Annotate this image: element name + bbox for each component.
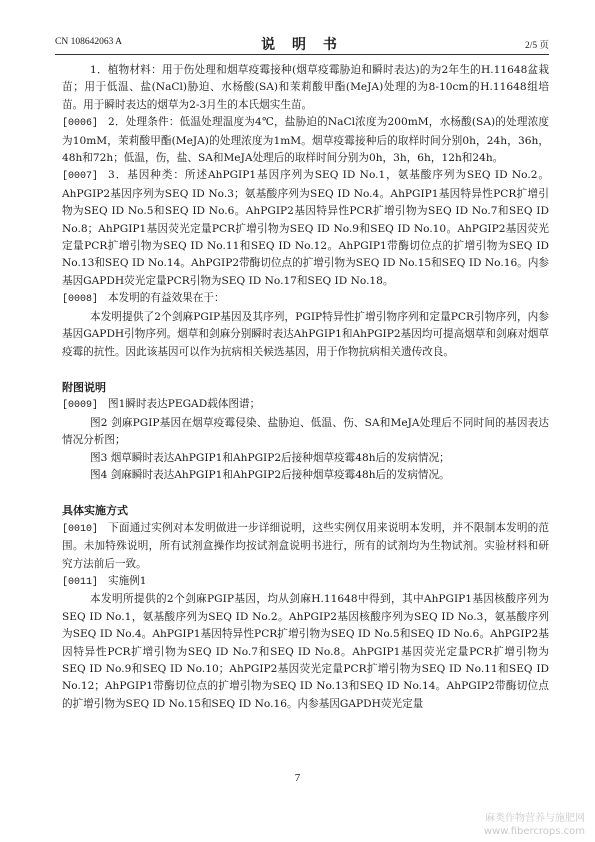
paragraph-number: [0006] (62, 118, 99, 130)
paragraph-0011: [0011] 实施例1 (62, 574, 147, 588)
paragraph-0009: [0009] 图1瞬时表达PEGAD载体图谱； (62, 398, 261, 412)
page-indicator: 2/5 页 (524, 41, 549, 51)
watermark-line-2: www.fibercrops.com (483, 826, 585, 837)
paragraph-plant-materials: 1．植物材料：用于伤处理和烟草疫霉接种(烟草疫霉胁迫和瞬时表达)的为2年生的H.11648盆栽苗；用于低温、盐(NaCl)胁迫、水杨酸(SA)和茉莉酸甲酯(MeJA)处理的为8-10cm的H.11648组培苗。用于瞬时表达的烟草为2-3月生的本氏烟实生苗。 (62, 64, 549, 111)
paragraph-0008: [0008] 本发明的有益效果在于： (62, 292, 225, 306)
figure-caption-2: 图2 剑麻PGIP基因在烟草疫霉侵染、盐胁迫、低温、伤、SA和MeJA处理后不同时间的基因表达情况分析图； (62, 416, 549, 447)
section-heading-embodiments: 具体实施方式 (62, 504, 128, 518)
paragraph-number: [0009] (62, 400, 99, 412)
paragraph-example-1: 本发明所提供的2个剑麻PGIP基因，均从剑麻H.11648中得到，其中AhPGIP1基因核酸序列为SEQ ID No.1，氨基酸序列为SEQ ID No.2。AhPGIP2基因核酸序列为SEQ ID No.3，氨基酸序列为SEQ ID No.4。AhPGIP1基因特异性PCR扩增引物为SEQ ID No.5和SEQ ID No.6。AhPGIP2基因特异性PCR扩增引物为SEQ ID No.7和SEQ ID No.8。AhPGIP1基因荧光定量PCR扩增引物为SEQ ID No.9和SEQ ID No.10；AhPGIP2基因荧光定量PCR扩增引物为SEQ ID No.11和SEQ ID No.12；AhPGIP1带酶切位点的扩增引物为SEQ ID No.13和SEQ ID No.14。AhPGIP2带酶切位点的扩增引物为SEQ ID No.15和SEQ ID No.16。内参基因GAPDH荧光定量 (62, 593, 549, 710)
header-rule (55, 54, 549, 55)
document-body (62, 62, 549, 713)
paragraph-number: [0011] (62, 576, 99, 588)
paragraph-benefits: 本发明提供了2个剑麻PGIP基因及其序列，PGIP特异性扩增引物序列和定量PCR引物序列，内参基因GAPDH引物序列。烟草和剑麻分别瞬时表达AhPGIP1和AhPGIP2基因均可提高烟草和剑麻对烟草疫霉的抗性。因此该基因可以作为抗病相关候选基因，用于作物抗病相关遗传改良。 (62, 310, 549, 358)
paragraph-0007: [0007] 3．基因种类：所述AhPGIP1基因序列为SEQ ID No.1，氨基酸序列为SEQ ID No.2。AhPGIP2基因序列为SEQ ID No.3；氨基酸序列为SEQ ID No.4。AhPGIP1基因特异性PCR扩增引物为SEQ ID No.5和SEQ ID No.6。AhPGIP2基因特异性PCR扩增引物为SEQ ID No.7和SEQ ID No.8；AhPGIP1基因荧光定量PCR扩增引物为SEQ ID No.9和SEQ ID No.10。AhPGIP2基因荧光定量PCR扩增引物为SEQ ID No.11和SEQ ID No.12。AhPGIP1带酶切位点的扩增引物为SEQ ID No.13和SEQ ID No.14。AhPGIP2带酶切位点的扩增引物为SEQ ID No.15和SEQ ID No.16。内参基因GAPDH荧光定量PCR引物为SEQ ID No.17和SEQ ID No.18。 (62, 169, 549, 287)
paragraph-number: [0008] (62, 294, 99, 306)
figure-caption-3: 图3 烟草瞬时表达AhPGIP1和AhPGIP2后接种烟草疫霉48h后的发病情况； (90, 451, 450, 464)
page-number: 7 (294, 772, 301, 784)
section-heading-figures: 附图说明 (62, 380, 106, 394)
paragraph-0010: [0010] 下面通过实例对本发明做进一步详细说明，这些实例仅用来说明本发明，并不限制本发明的范围。未加特殊说明，所有试剂盒操作均按试剂盒说明书进行，所有的试剂均为生物试剂。实验材料和研究方法前后一致。 (62, 521, 549, 570)
publication-number: CN 108642063 A (55, 37, 123, 47)
paragraph-number: [0007] (62, 171, 99, 183)
watermark (484, 812, 585, 838)
figure-caption-4: 图4 剑麻瞬时表达AhPGIP1和AhPGIP2后接种烟草疫霉48h后的发病情况。 (90, 468, 450, 481)
paragraph-0006: [0006] 2．处理条件：低温处理温度为4℃，盐胁迫的NaCl浓度为200mM，水杨酸(SA)的处理浓度为10mM，茉莉酸甲酯(MeJA)的处理浓度为1mM。烟草疫霉接种后的取样时间分别0h，24h，36h，48h和72h；低温，伤，盐、SA和MeJA处理后的取样时间分别为0h，3h，6h，12h和24h。 (62, 116, 549, 165)
watermark-line-1: 麻类作物营养与施肥网 (485, 813, 585, 824)
paragraph-number: [0010] (62, 523, 99, 535)
document-title: 说 明 书 (261, 37, 343, 53)
page-header (55, 34, 549, 52)
